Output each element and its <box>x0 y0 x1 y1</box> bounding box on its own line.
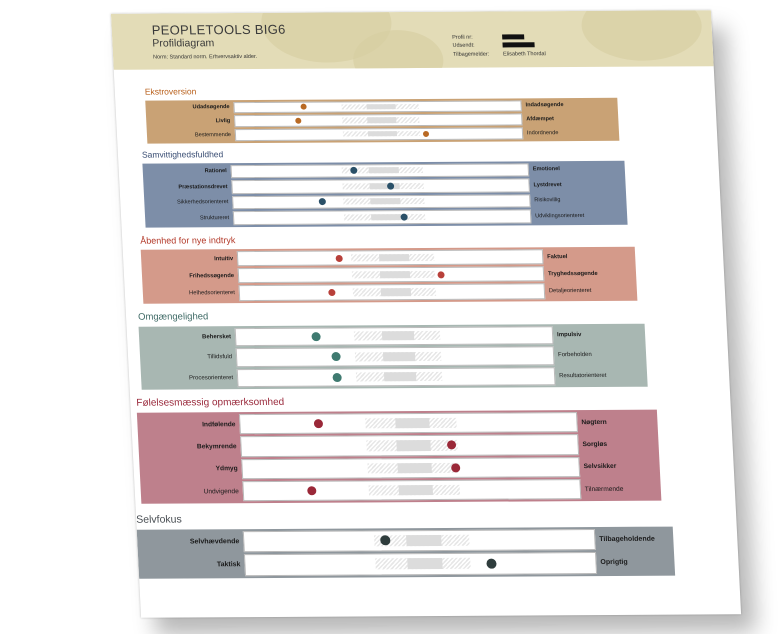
scale-track <box>237 367 556 387</box>
scale-track <box>242 479 581 501</box>
section-title: Åbenhed for nye indtryk <box>140 235 236 246</box>
scale-row <box>147 126 620 143</box>
section-title: Selvfokus <box>135 513 183 526</box>
score-marker <box>350 167 357 174</box>
scale-left-label: Livlig <box>215 118 231 125</box>
scale-track <box>231 178 530 193</box>
scale-left-label: Struktureret <box>199 214 230 222</box>
norm-range-inner <box>397 440 431 450</box>
section-band <box>141 247 638 304</box>
feedback-value: Elisabeth Thordal <box>502 51 546 58</box>
scale-track <box>230 163 529 178</box>
score-marker <box>487 558 498 568</box>
scale-left-label: Indfølende <box>201 420 236 429</box>
profile-number <box>452 34 524 40</box>
score-marker <box>387 182 394 189</box>
score-marker <box>335 255 342 262</box>
scale-left-label: Intuitiv <box>214 255 234 262</box>
scale-track <box>237 249 544 266</box>
section-band <box>137 410 662 504</box>
norm-range-inner <box>396 418 430 428</box>
section-title: Følelsesmæssig opmærksomhed <box>136 396 285 409</box>
norm-range-inner <box>398 463 432 473</box>
scale-left-label: Helhedsorienteret <box>188 290 236 297</box>
scale-right-label: Impulsiv <box>556 331 582 338</box>
sent-label: Udsendt: <box>452 42 475 49</box>
scale-right-label: Tilnærmende <box>584 485 624 493</box>
scale-right-label: Emotionel <box>532 166 561 173</box>
feedback-label: Tilbagemelder: <box>452 51 490 58</box>
scale-track <box>243 529 596 553</box>
norm-range-inner <box>368 131 397 137</box>
section-0 <box>144 84 617 139</box>
norm-range-inner <box>406 535 442 546</box>
scale-left-label: Selvhævdende <box>189 537 240 546</box>
scale-track <box>241 457 580 479</box>
norm-range-inner <box>380 288 411 296</box>
scale-left-label: Bestemmende <box>194 131 232 139</box>
scale-left-label: Præstationsdrevet <box>178 183 228 191</box>
report-subtitle: Profildiagram <box>152 37 215 50</box>
norm-range-inner <box>382 331 414 340</box>
norm-range-inner <box>368 117 397 123</box>
section-3 <box>137 309 644 382</box>
score-marker <box>328 289 335 296</box>
profile-number-label: Profil nr: <box>452 34 473 41</box>
redacted-profile-number <box>502 34 524 39</box>
scale-track <box>239 412 578 434</box>
section-band <box>142 160 627 227</box>
score-marker <box>301 104 307 110</box>
score-marker <box>296 118 302 124</box>
norm-range-inner <box>407 558 443 569</box>
score-marker <box>331 352 340 361</box>
section-title: Samvittighedsfuldhed <box>141 149 224 160</box>
report-title: PEOPLETOOLS BIG6 <box>151 21 287 38</box>
scale-left-label: Behersket <box>201 333 232 341</box>
scale-track <box>240 434 579 456</box>
scale-right-label: Afdæmpet <box>526 116 555 123</box>
score-marker <box>400 213 407 220</box>
scale-right-label: Lystdrevet <box>533 181 562 189</box>
score-marker <box>423 131 429 137</box>
scale-track <box>233 100 522 113</box>
section-1 <box>141 147 624 222</box>
scale-left-label: Ydmyg <box>215 465 238 473</box>
section-title: Omgængelighed <box>137 311 209 323</box>
scale-track <box>233 209 532 224</box>
scale-left-label: Bekymrende <box>196 443 237 451</box>
redacted-sent-date <box>502 42 534 47</box>
scale-row <box>137 411 658 436</box>
scale-row <box>140 478 661 503</box>
scale-row <box>138 551 675 578</box>
scale-row <box>138 433 659 458</box>
scale-left-label: Sikkerhedsorienteret <box>176 199 229 206</box>
scale-left-label: Tillidsfuld <box>207 354 233 361</box>
norm-range-inner <box>399 485 433 495</box>
scale-row <box>142 282 637 302</box>
norm-range-inner <box>379 254 410 262</box>
scale-row <box>145 208 628 226</box>
norm-range-inner <box>384 372 416 381</box>
score-marker <box>313 419 322 428</box>
feedback-giver <box>453 51 546 58</box>
scale-right-label: Sorgløs <box>582 440 608 449</box>
section-4 <box>136 395 656 495</box>
scale-right-label: Forbeholden <box>557 352 592 359</box>
norm-text: Norm: Standard norm. Erhvervsaktiv alder. <box>152 53 258 61</box>
scale-right-label: Faktuel <box>547 253 568 260</box>
score-marker <box>437 271 444 278</box>
scale-right-label: Detaljeorienteret <box>548 287 592 295</box>
scale-right-label: Indadsøgende <box>525 102 564 109</box>
sent-date <box>452 42 534 48</box>
scale-left-label: Procesorienteret <box>188 374 234 382</box>
scale-row <box>137 527 674 554</box>
scale-left-label: Udadsøgende <box>192 104 230 111</box>
section-5 <box>135 511 672 569</box>
scale-right-label: Selvsikker <box>583 463 617 471</box>
scale-right-label: Indordnende <box>526 129 559 137</box>
scale-track <box>236 346 555 366</box>
scale-track <box>244 552 597 576</box>
score-marker <box>446 441 455 450</box>
norm-range-inner <box>367 104 396 110</box>
scale-right-label: Resultatorienteret <box>558 372 607 379</box>
section-title: Ekstroversion <box>144 86 197 97</box>
scale-row <box>141 365 648 389</box>
scale-track <box>238 266 545 283</box>
scale-left-label: Frihedssøgende <box>189 272 235 280</box>
scale-left-label: Undvigende <box>203 487 239 495</box>
scale-right-label: Oprigtig <box>600 559 628 567</box>
score-marker <box>332 373 341 382</box>
scale-track <box>234 114 523 127</box>
score-marker <box>307 486 316 495</box>
norm-range-inner <box>369 167 399 174</box>
scale-right-label: Tilbageholdende <box>599 535 655 543</box>
scale-right-label: Udviklingsorienteret <box>534 212 585 220</box>
scale-track <box>239 284 546 301</box>
scale-left-label: Rationel <box>204 168 227 175</box>
norm-range-inner <box>370 198 400 205</box>
scale-track <box>232 194 531 209</box>
norm-range-inner <box>380 271 411 279</box>
section-band <box>137 526 675 578</box>
scale-right-label: Tryghedssøgende <box>547 270 598 278</box>
scale-row <box>139 455 660 480</box>
section-2 <box>140 233 634 297</box>
norm-range-inner <box>371 214 401 221</box>
norm-range-inner <box>383 352 415 361</box>
section-band <box>145 97 619 143</box>
report-header <box>111 10 714 70</box>
score-marker <box>380 536 391 546</box>
scale-track <box>235 127 524 140</box>
score-marker <box>311 332 320 341</box>
score-marker <box>451 463 460 472</box>
score-marker <box>319 198 326 205</box>
scale-right-label: Nøgtern <box>581 418 607 426</box>
scale-right-label: Risikovillig <box>534 197 561 204</box>
norm-range-inner <box>370 183 400 190</box>
profile-report-page <box>111 10 741 618</box>
section-band <box>139 323 648 390</box>
scale-track <box>235 326 554 346</box>
scale-left-label: Taktisk <box>216 561 241 569</box>
